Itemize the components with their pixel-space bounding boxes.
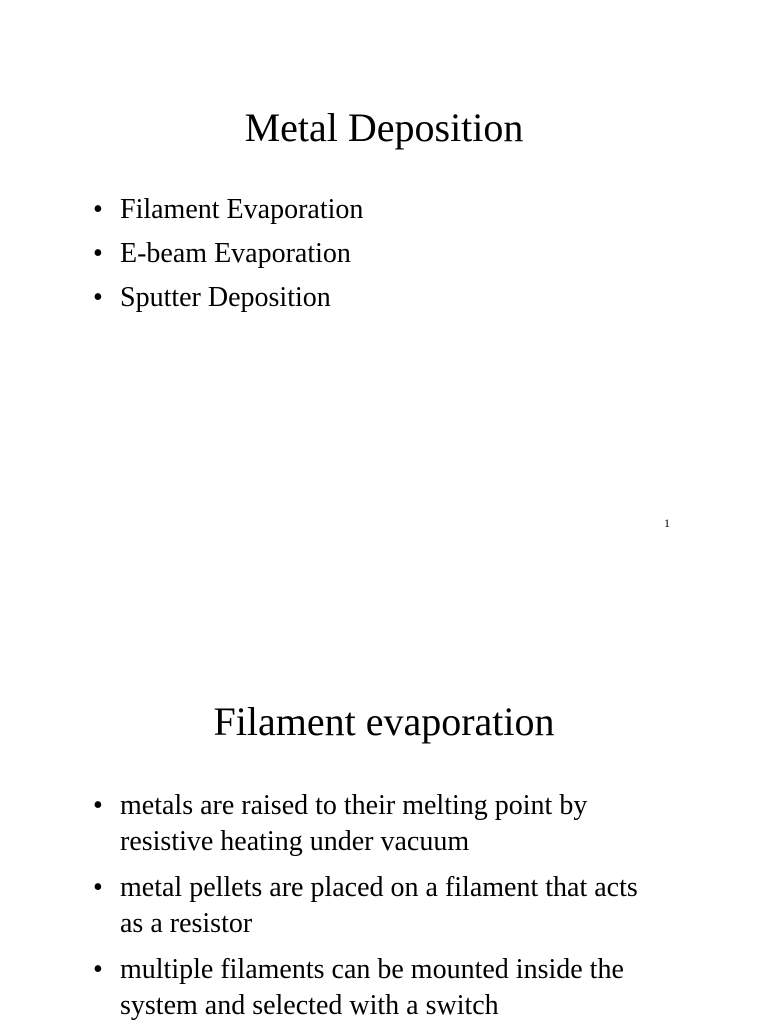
bullet-list [93, 192, 653, 324]
bullet-text: metals are raised to their melting point by resistive heating under vacuum [120, 790, 588, 857]
bullet-item [93, 788, 653, 860]
bullet-item [93, 952, 653, 1024]
slide-filament-evaporation [0, 660, 768, 1024]
bullet-icon: • [93, 194, 103, 225]
slide-title: Filament evaporation [213, 699, 555, 744]
bullet-item [93, 236, 653, 272]
bullet-list [93, 788, 653, 1034]
bullet-icon: • [93, 954, 103, 985]
page-number: 1 [664, 516, 670, 530]
bullet-icon: • [93, 872, 103, 903]
bullet-item [93, 280, 653, 316]
bullet-text: multiple filaments can be mounted inside the system and selected with a switch [120, 954, 624, 1021]
bullet-item [93, 192, 653, 228]
bullet-icon: • [93, 282, 103, 313]
bullet-icon: • [93, 238, 103, 269]
bullet-text: metal pellets are placed on a filament that acts as a resistor [120, 872, 638, 939]
slide-title: Metal Deposition [244, 105, 524, 150]
bullet-item [93, 870, 653, 942]
bullet-text: Filament Evaporation [120, 194, 364, 225]
bullet-text: Sputter Deposition [120, 282, 331, 313]
bullet-icon: • [93, 790, 103, 821]
bullet-text: E-beam Evaporation [120, 238, 351, 269]
